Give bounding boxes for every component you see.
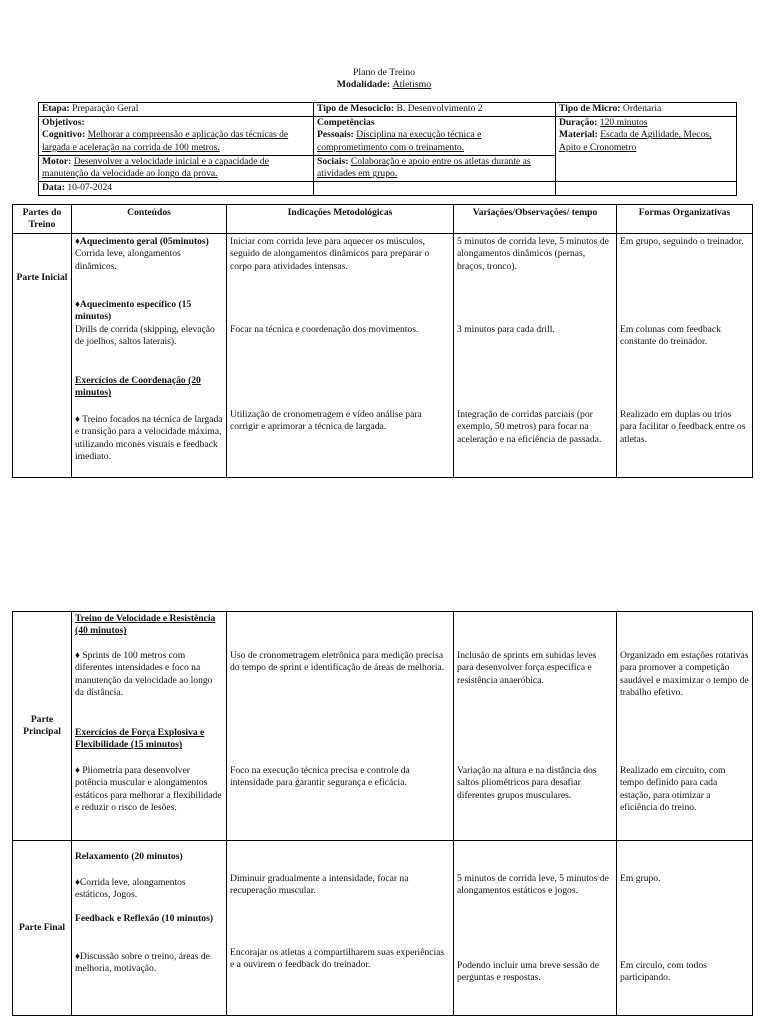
col-partes-header: Partes do Treino [13, 205, 72, 234]
content-title: ♦Aquecimento geral (05minutos) [75, 236, 209, 247]
block-velocidade [75, 613, 223, 638]
forma-text: Realizado em duplas ou trios para facilitar o feedback entre os atletas. [620, 409, 746, 445]
duracao-value: 120 minutos [599, 116, 648, 128]
forma-text: Em grupo. [620, 873, 661, 884]
duracao-label: Duração: [559, 116, 598, 128]
sociais-value: Colaboração e apoio entre os atletas durante as atividades em grupo. [317, 155, 531, 180]
sociais-label: Sociais: [317, 155, 349, 167]
competencias-label: Competências [317, 116, 375, 128]
modalidade-line [0, 79, 768, 92]
content-title: Exercícios de Força Explosiva e Flexibilidade (15 minutos) [75, 727, 205, 751]
modalidade-label: Modalidade: [336, 79, 391, 90]
empty-cell-2 [556, 181, 737, 195]
content-text: ♦Discussão sobre o treino, áreas de melhoria, motivação. [75, 951, 210, 975]
conteudos-inicial [72, 234, 227, 478]
indicacao-text: Iniciar com corrida leve para aquecer os músculos, seguido de alongamentos dinâmicos para preparar o corpo para atividades intensas. [230, 236, 430, 272]
content-text: ♦ Treino focados na técnica de largada e transição para a velocidade máxima, utilizando mcones visuais e feedback imediato. [75, 414, 223, 463]
duracao-material-cell [556, 116, 737, 181]
block-relaxamento [75, 851, 223, 863]
block-forca [75, 727, 223, 752]
formas-final [617, 841, 753, 1016]
indicacoes-principal [227, 612, 454, 841]
data-label: Data: [42, 181, 65, 193]
empty-cell-1 [314, 181, 556, 195]
variacao-text: 3 minutos para cada drill. [457, 324, 555, 335]
col-variacoes-header: Variações/Observações/ tempo [454, 205, 617, 234]
data-value: 10-07-2024 [67, 181, 113, 193]
forma-text: Em colunas com feedback constante do treinador. [620, 324, 721, 348]
phase-label: Parte Principal [23, 713, 61, 737]
variacoes-final [454, 841, 617, 1016]
cognitivo-label: Cognitivo: [42, 129, 86, 141]
phase-parte-final [13, 841, 72, 1016]
micro-label: Tipo de Micro: [559, 103, 621, 114]
conteudos-principal [72, 612, 227, 841]
data-cell [39, 181, 314, 195]
content-title: Relaxamento (20 minutos) [75, 851, 183, 862]
cognitivo-value: Melhorar a compreensão e aplicação das técnicas de largada e aceleração na corrida de 100 metros. [42, 129, 289, 153]
variacoes-inicial [454, 234, 617, 478]
forma-text: Em círculo, com todos participando. [620, 960, 707, 984]
pessoais-value: Disciplina na execução técnica e comprometimento com o treinamento. [317, 129, 482, 153]
content-text: ♦ Pliometria para desenvolver potência muscular e alongamentos estáticos para melhorar a flexibilidade e reduzir o risco de lesões. [75, 765, 222, 814]
phase-label: Parte Inicial [16, 272, 68, 283]
pessoais-label: Pessoais: [317, 129, 354, 141]
content-text: Drills de corrida (skipping, elevação de joelhos, saltos laterais). [75, 323, 215, 348]
etapa-label: Etapa: [42, 103, 70, 114]
indicacao-text: Utilização de cronometragem e vídeo análise para corrigir e aprimorar a técnica de largada. [230, 409, 422, 433]
indicacao-text: Diminuir gradualmente a intensidade, focar na recuperação muscular. [230, 873, 409, 897]
indicacao-text: Uso de cronometragem eletrônica para medição precisa do tempo de sprint e identificação de áreas de melhoria. [230, 650, 445, 674]
forma-text: Em grupo, seguindo o treinador. [620, 236, 744, 247]
motor-value: Desenvolver a velocidade inicial e a capacidade de manutenção da velocidade ao longo da prova. [42, 155, 269, 180]
plan-title: Plano de Treino [352, 67, 416, 78]
formas-principal [617, 612, 753, 841]
block-forca-text [75, 765, 223, 815]
sociais-cell [314, 155, 556, 181]
conteudos-final [72, 841, 227, 1016]
objetivos-cell [39, 116, 314, 155]
modalidade-value: Atletismo [392, 79, 432, 90]
content-title: Treino de Velocidade e Resistência (40 minutos) [75, 613, 216, 637]
mesociclo-value: B. Desenvolvimento 2 [396, 103, 483, 114]
etapa-value: Preparação Geral [72, 103, 139, 114]
objetivos-label: Objetivos: [42, 116, 85, 128]
indicacoes-final [227, 841, 454, 1016]
variacoes-principal [454, 612, 617, 841]
competencias-cell [314, 116, 556, 155]
col-indicacoes-header: Indicações Metodológicas [227, 205, 454, 234]
variacao-text: Integração de corridas parciais (por exemplo, 50 metros) para focar na aceleração e na eficiência de passada. [457, 409, 602, 445]
variacao-text: Inclusão de sprints em subidas leves para desenvolver força específica e resistência anaeróbica. [457, 650, 597, 686]
block-feedback [75, 913, 223, 925]
variacao-text: 5 minutos de corrida leve, 5 minutos de alongamentos estáticos e jogos. [457, 873, 609, 897]
indicacoes-inicial [227, 234, 454, 478]
phase-parte-principal [13, 612, 72, 841]
content-title: ♦Aquecimento específico (15 minutos) [75, 299, 192, 323]
content-title: Exercícios de Coordenação (20 minutos) [75, 375, 201, 399]
block-velocidade-text [75, 650, 223, 700]
material-value: Escada de Agilidade, Mecos, Apito e Cronometro [559, 129, 712, 153]
block-aquecimento-geral [75, 236, 223, 273]
variacao-text: 5 minutos de corrida leve, 5 minutos de alongamentos dinâmicos (pernas, braços, tronco). [457, 236, 609, 272]
variacao-text: Podendo incluir uma breve sessão de perguntas e respostas. [457, 960, 600, 984]
block-relaxamento-text [75, 877, 223, 902]
formas-inicial [617, 234, 753, 478]
mesociclo-label: Tipo de Mesociclo: [317, 103, 395, 114]
motor-label: Motor: [42, 155, 72, 167]
phase-parte-inicial [13, 234, 72, 478]
content-text: Corrida leve, alongamentos dinâmicos. [75, 248, 181, 272]
block-feedback-text [75, 951, 223, 976]
training-table-page2 [12, 611, 753, 1016]
block-coordenacao-text [75, 414, 223, 464]
phase-label: Parte Final [18, 921, 66, 933]
micro-cell [556, 103, 737, 117]
training-table-page1 [12, 204, 753, 478]
forma-text: Realizado em circuito, com tempo definido para cada estação, para otimizar a eficiência do treino. [620, 765, 726, 814]
block-aquecimento-especifico [75, 299, 223, 349]
forma-text: Organizado em estações rotativas para promover a competição saudável e maximizar o tempo de trabalho efetivo. [620, 650, 749, 699]
indicacao-text: Foco na execução técnica precisa e controle da intensidade para garantir segurança e eficácia. [230, 765, 410, 789]
block-coordenacao [75, 375, 223, 400]
indicacao-text: Focar na técnica e coordenação dos movimentos. [230, 324, 419, 335]
header-table [38, 102, 737, 196]
material-label: Material: [559, 129, 598, 141]
micro-value: Ordenaria [622, 103, 662, 114]
content-title: Feedback e Reflexão (10 minutos) [75, 913, 214, 924]
etapa-cell [39, 103, 314, 117]
mesociclo-cell [314, 103, 556, 117]
col-formas-header: Formas Organizativas [617, 205, 753, 234]
variacao-text: Variação na altura e na distância dos saltos pliométricos para desafiar diferentes grupos musculares. [457, 765, 597, 801]
motor-cell [39, 155, 314, 181]
col-conteudos-header: Conteúdos [72, 205, 227, 234]
indicacao-text: Encorajar os atletas a compartilharem suas experiências e a ouvirem o feedback do treinador. [230, 947, 445, 971]
content-text: ♦Corrida leve, alongamentos estáticos, Jogos. [75, 877, 186, 901]
content-text: ♦ Sprints de 100 metros com diferentes intensidades e foco na manutenção da velocidade ao longo da distância. [75, 650, 213, 699]
